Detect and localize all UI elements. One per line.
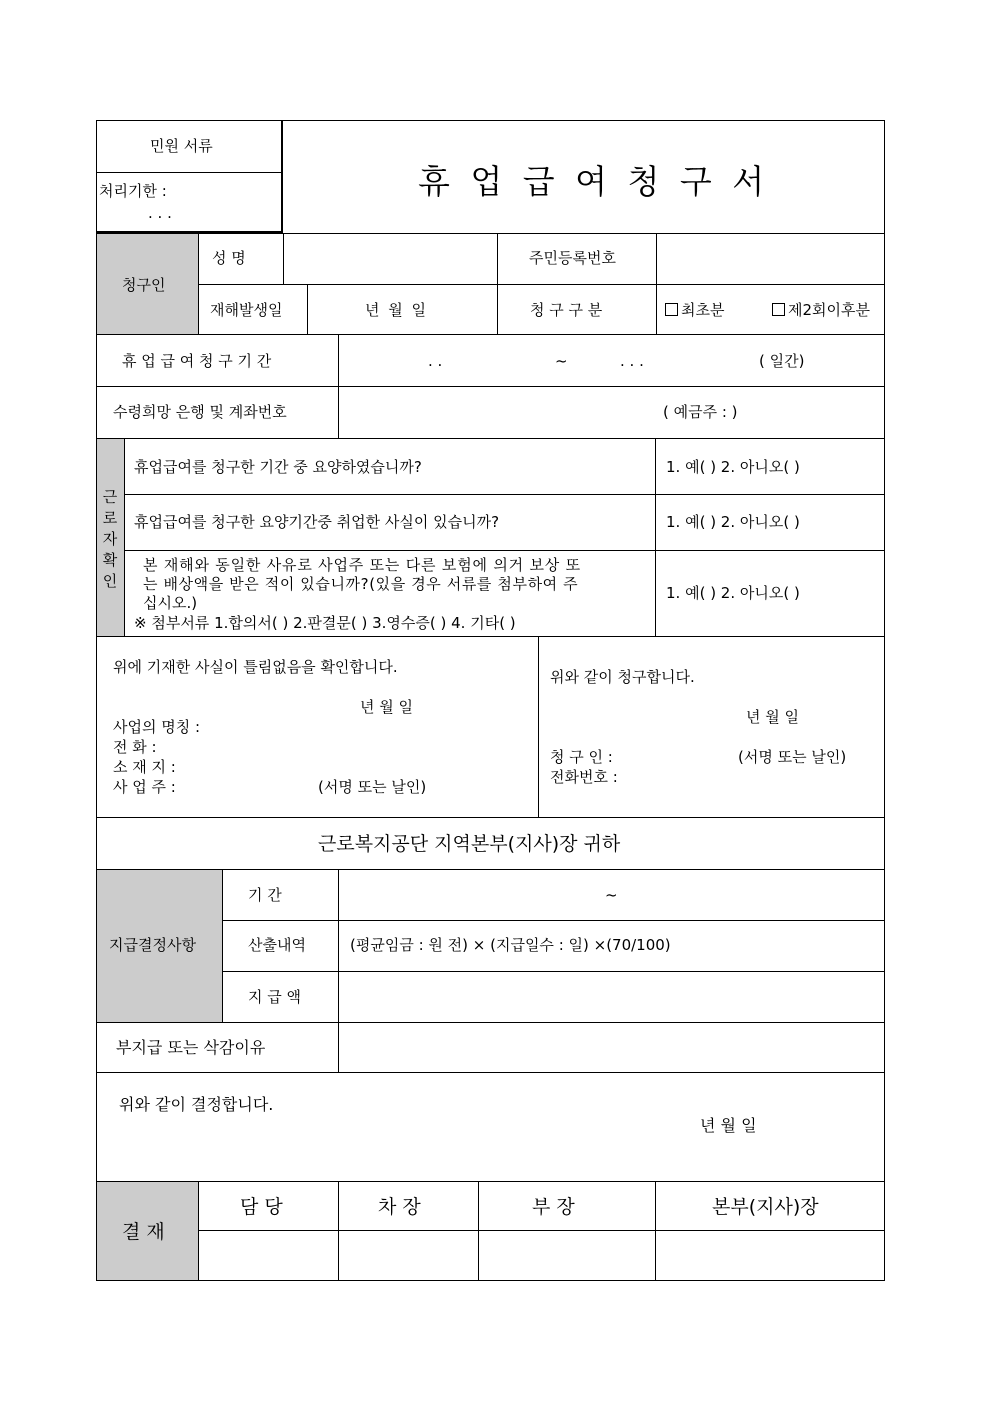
employer-statement: 위에 기재한 사실이 틀림없음을 확인합니다. [113, 658, 398, 676]
answer-1[interactable]: 1. 예( ) 2. 아니오( ) [666, 458, 800, 476]
approval-col-deputy: 차 장 [378, 1196, 421, 1218]
checkbox-second[interactable] [772, 303, 785, 316]
claim-type-label: 청 구 구 분 [530, 301, 603, 319]
option-second-label: 제2회이후분 [788, 301, 870, 319]
civil-docs-label: 민원 서류 [150, 137, 213, 155]
accident-date-value[interactable]: 년 월 일 [365, 301, 429, 319]
period-days[interactable]: ( 일간) [759, 352, 805, 370]
approval-col-head: 본부(지사)장 [712, 1196, 819, 1218]
claimant-sign[interactable]: (서명 또는 날인) [738, 748, 847, 766]
decision-period-value[interactable]: ~ [605, 886, 618, 904]
bank-account-field[interactable] [339, 387, 639, 437]
amount-field[interactable] [339, 972, 884, 1021]
period-to[interactable]: . . . [620, 352, 644, 370]
question-2: 휴업급여를 청구한 요양기간중 취업한 사실이 있습니까? [134, 513, 500, 531]
addressee: 근로복지공단 지역본부(지사)장 귀하 [318, 833, 621, 855]
deadline-dots: . . . [148, 204, 172, 222]
biz-phone-label: 전 화 : [113, 738, 157, 756]
approval-col-manager: 부 장 [532, 1196, 575, 1218]
approval-col-staff: 담 당 [240, 1196, 283, 1218]
period-from[interactable]: . . [428, 352, 443, 370]
account-holder[interactable]: ( 예금주 : ) [663, 403, 738, 421]
name-label: 성 명 [212, 249, 246, 267]
form-title: 휴 업 급 여 청 구 서 [418, 162, 770, 201]
approval-sign-deputy[interactable] [339, 1231, 477, 1280]
rrn-label: 주민등록번호 [529, 249, 616, 267]
answer-2[interactable]: 1. 예( ) 2. 아니오( ) [666, 513, 800, 531]
decision-statement: 위와 같이 결정합니다. [119, 1095, 274, 1114]
calc-value[interactable]: (평균임금 : 원 전) × (지급일수 : 일) ×(70/100) [350, 936, 671, 954]
reason-field[interactable] [339, 1023, 884, 1071]
question-3-line-2: 는 배상액을 받은 적이 있습니까?(있을 경우 서류를 첨부하여 주 [143, 575, 579, 593]
biz-location-label: 소 재 지 : [113, 758, 176, 776]
approval-sign-manager[interactable] [479, 1231, 654, 1280]
claimant-label: 청구인 [122, 276, 166, 294]
bank-label: 수령희망 은행 및 계좌번호 [113, 403, 287, 421]
accident-date-label: 재해발생일 [210, 301, 283, 319]
reason-label: 부지급 또는 삭감이유 [116, 1038, 266, 1057]
employer-date[interactable]: 년 월 일 [360, 698, 414, 716]
worker-check-label: 근 로 자 확 인 [102, 488, 118, 590]
amount-label: 지 급 액 [248, 988, 302, 1006]
claim-statement: 위와 같이 청구합니다. [550, 668, 695, 686]
decision-date[interactable]: 년 월 일 [700, 1116, 757, 1135]
decision-label: 지급결정사항 [109, 936, 196, 954]
question-1: 휴업급여를 청구한 기간 중 요양하였습니까? [134, 458, 422, 476]
approval-sign-head[interactable] [656, 1231, 884, 1280]
period-tilde: ~ [555, 352, 568, 370]
name-field[interactable] [284, 234, 496, 283]
question-3-line-1: 본 재해와 동일한 사유로 사업주 또는 다른 보험에 의거 보상 또 [143, 556, 581, 574]
option-second[interactable] [772, 301, 870, 319]
claimant-phone-label: 전화번호 : [550, 768, 618, 786]
approval-label: 결 재 [122, 1221, 165, 1243]
decision-period-label: 기 간 [248, 886, 282, 904]
calc-label: 산출내역 [248, 936, 306, 954]
owner-label: 사 업 주 : [113, 778, 176, 796]
question-3-line-3: 십시오.) [143, 594, 198, 612]
option-first[interactable] [665, 301, 724, 319]
claim-date[interactable]: 년 월 일 [746, 708, 800, 726]
attachments-line: ※ 첨부서류 1.합의서( ) 2.판결문( ) 3.영수증( ) 4. 기타( ) [134, 614, 516, 632]
deadline-label: 처리기한 : [99, 182, 167, 200]
claimant-sign-label: 청 구 인 : [550, 748, 613, 766]
owner-sign[interactable]: (서명 또는 날인) [318, 778, 427, 796]
option-first-label: 최초분 [681, 301, 725, 319]
rrn-field[interactable] [657, 234, 884, 283]
period-label: 휴 업 급 여 청 구 기 간 [122, 352, 272, 370]
checkbox-first[interactable] [665, 303, 678, 316]
approval-sign-staff[interactable] [199, 1231, 337, 1280]
biz-name-label: 사업의 명칭 : [113, 718, 201, 736]
answer-3[interactable]: 1. 예( ) 2. 아니오( ) [666, 584, 800, 602]
